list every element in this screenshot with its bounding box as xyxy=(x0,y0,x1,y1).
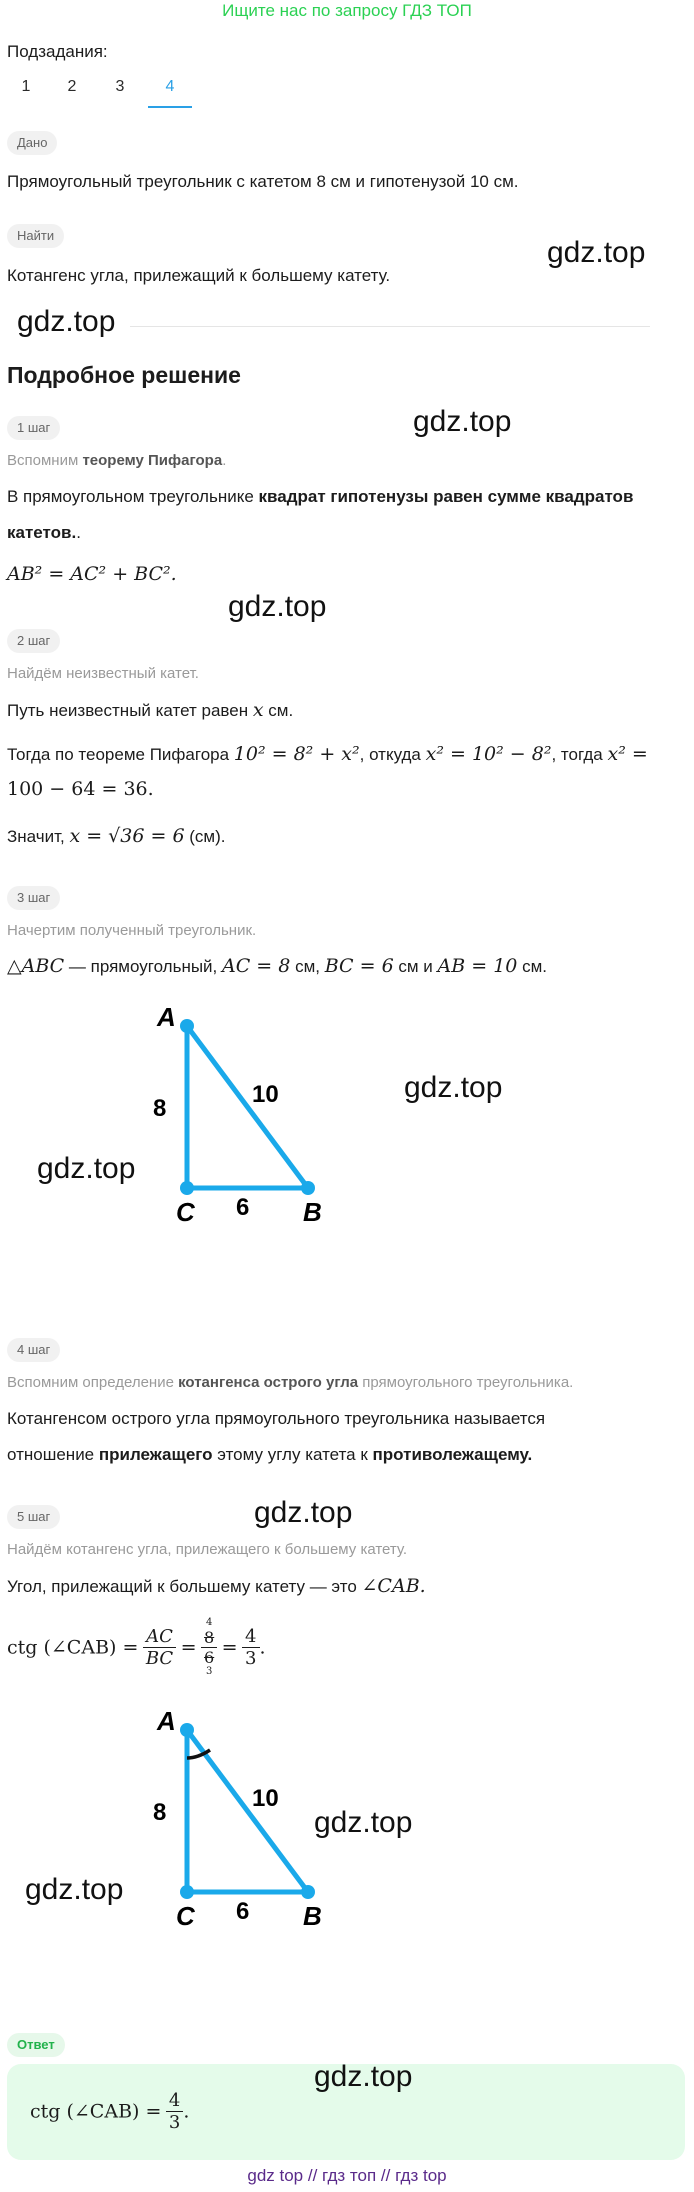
pythagoras-formula: AB² = AC² + BC². xyxy=(7,563,177,585)
side-ac-label: 8 xyxy=(153,1095,167,1122)
tab-3[interactable]: 3 xyxy=(115,78,125,95)
footer-sep: // xyxy=(307,2166,318,2185)
step-3-hint: Начертим полученный треугольник. xyxy=(7,922,257,939)
side-bc-label: 6 xyxy=(236,1898,250,1925)
watermark: gdz.top xyxy=(547,236,646,269)
step-2-line-4: Значит, x = √36 = 6 (см). xyxy=(7,825,226,847)
triangle-figure-1 xyxy=(140,996,340,1226)
vertex-b xyxy=(301,1181,315,1195)
cotangent-formula: ctg (∠CAB) = $\frac{AC}{BC}$ = 4 8 6 3 = $\frac{4}{3}$ . xyxy=(7,1617,266,1677)
answer-fraction: $\frac{4}{3}$ xyxy=(166,2090,183,2133)
fraction-4-3: $\frac{4}{3}$ xyxy=(242,1626,259,1669)
search-banner: Ищите нас по запросу ГДЗ ТОП xyxy=(222,1,472,20)
watermark: gdz.top xyxy=(314,2060,413,2093)
step-3-chip: 3 шаг xyxy=(7,886,60,910)
step-1-chip: 1 шаг xyxy=(7,416,60,440)
watermark: gdz.top xyxy=(25,1873,124,1906)
step-4-hint: Вспомним определение котангенса острого угла прямоугольного треугольника. xyxy=(7,1374,574,1391)
divider xyxy=(130,326,650,327)
step-5-chip: 5 шаг xyxy=(7,1505,60,1529)
side-ab xyxy=(187,1026,308,1188)
step-1-line-1: В прямоугольном треугольнике квадрат гипотенузы равен сумме квадратов xyxy=(7,487,634,506)
watermark: gdz.top xyxy=(17,305,116,338)
step-4-chip: 4 шаг xyxy=(7,1338,60,1362)
vertex-b xyxy=(301,1885,315,1899)
side-ab-label: 10 xyxy=(252,1081,279,1108)
solution-title: Подробное решение xyxy=(7,362,241,388)
step-3-line: △ABC — прямоугольный, AC = 8 см, BC = 6 см и AB = 10 см. xyxy=(7,955,548,977)
fraction-ac-bc: $\frac{AC}{BC}$ xyxy=(143,1626,176,1669)
given-chip: Дано xyxy=(7,131,57,155)
footer-link-3[interactable]: гдз top xyxy=(395,2166,447,2185)
side-bc-label: 6 xyxy=(236,1194,250,1221)
watermark: gdz.top xyxy=(314,1806,413,1839)
vertex-c xyxy=(180,1885,194,1899)
tab-2[interactable]: 2 xyxy=(67,78,77,95)
label-c: C xyxy=(176,1901,195,1930)
triangle-figure-2 xyxy=(140,1700,340,1930)
fraction-8-6: 4 8 6 3 xyxy=(201,1618,217,1677)
label-c: C xyxy=(176,1197,195,1226)
step-2-line-3: 100 − 64 = 36. xyxy=(7,778,154,800)
vertex-a xyxy=(180,1019,194,1033)
step-4-line-1: Котангенсом острого угла прямоугольного треугольника называется xyxy=(7,1409,546,1428)
footer-sep: // xyxy=(380,2166,391,2185)
step-1-hint: Вспомним теорему Пифагора. xyxy=(7,452,227,469)
watermark: gdz.top xyxy=(254,1496,353,1529)
find-chip: Найти xyxy=(7,224,64,248)
step-2-line-1: Путь неизвестный катет равен x см. xyxy=(7,699,294,721)
step-4-line-2: отношение прилежащего этому углу катета к противолежащему. xyxy=(7,1445,533,1464)
label-a: A xyxy=(157,1002,176,1032)
vertex-c xyxy=(180,1181,194,1195)
label-b: B xyxy=(303,1901,322,1930)
label-a: A xyxy=(157,1706,176,1736)
answer-formula: ctg (∠CAB) = $\frac{4}{3}$ . xyxy=(30,2090,190,2133)
step-2-hint: Найдём неизвестный катет. xyxy=(7,665,199,682)
subtasks-title: Подзадания: xyxy=(7,42,108,61)
side-ab-label: 10 xyxy=(252,1785,279,1812)
step-2-chip: 2 шаг xyxy=(7,629,60,653)
footer-link-2[interactable]: гдз топ xyxy=(322,2166,377,2185)
watermark: gdz.top xyxy=(413,405,512,438)
step-2-line-2: Тогда по теореме Пифагора 10² = 8² + x², откуда x² = 10² − 8², тогда x² = xyxy=(7,743,648,765)
watermark: gdz.top xyxy=(228,590,327,623)
tab-1[interactable]: 1 xyxy=(21,78,31,95)
vertex-a xyxy=(180,1723,194,1737)
step-5-hint: Найдём котангенс угла, прилежащего к большему катету. xyxy=(7,1541,408,1558)
given-text: Прямоугольный треугольник с катетом 8 см и гипотенузой 10 см. xyxy=(7,172,519,191)
footer-links xyxy=(0,2160,694,2192)
footer-link-1[interactable]: gdz top xyxy=(247,2166,304,2185)
watermark: gdz.top xyxy=(404,1071,503,1104)
watermark: gdz.top xyxy=(37,1152,136,1185)
answer-chip: Ответ xyxy=(7,2033,65,2057)
side-ac-label: 8 xyxy=(153,1799,167,1826)
tab-4[interactable]: 4 xyxy=(148,76,192,108)
label-b: B xyxy=(303,1197,322,1226)
step-5-line-1: Угол, прилежащий к большему катету — это ∠CAB. xyxy=(7,1575,426,1597)
step-1-line-2: катетов.. xyxy=(7,523,81,542)
find-text: Котангенс угла, прилежащий к большему катету. xyxy=(7,266,391,285)
subtask-tabs xyxy=(0,70,694,110)
